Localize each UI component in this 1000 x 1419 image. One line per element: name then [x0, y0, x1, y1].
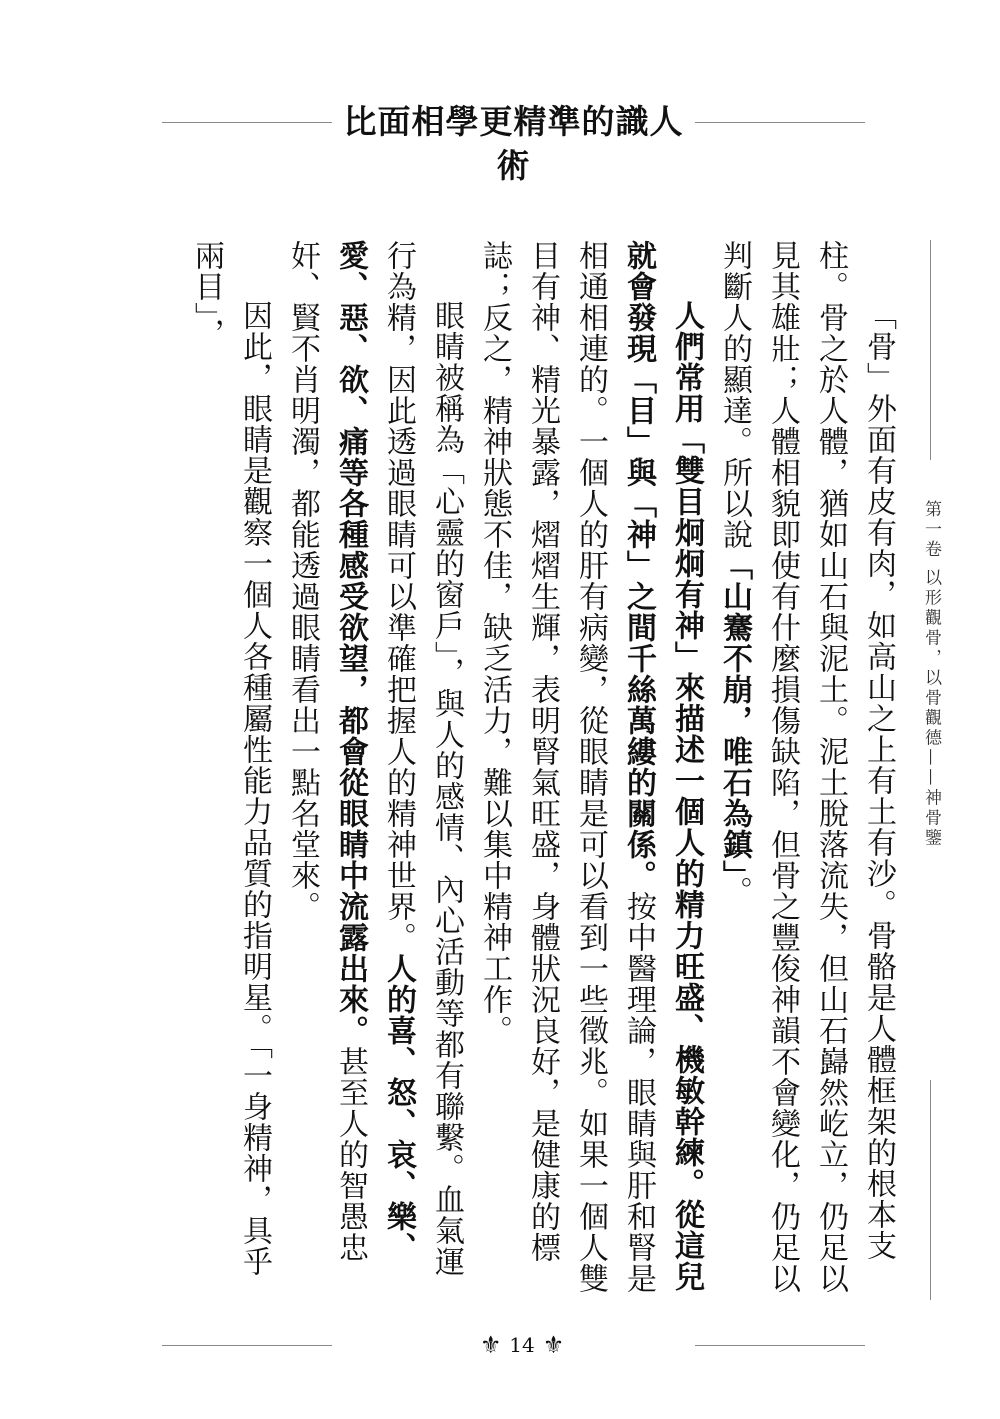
emphasized-text: 「山騫不崩，唯石為鎮」	[717, 550, 752, 876]
fleur-de-lis-icon: ⚜	[542, 1331, 565, 1359]
text-run: 按中醫理論，眼睛與肝和腎是相通相連的。一個人的肝有病變，從眼睛是可以看到一些徵兆。如果一個人雙目有神、精光暴露，熠熠生輝，表明腎氣旺盛，身體狀況良好，是健康的標誌；反之，精神狀態不佳，缺乏活力，難以集中精神工作。	[477, 240, 656, 1294]
fleur-de-lis-icon: ⚜	[479, 1331, 502, 1359]
body-text	[189, 240, 902, 1300]
text-run: 甚至人的智愚忠奸、賢不肖明濁，都能透過眼睛看出一點名堂來。	[285, 240, 368, 1263]
page-number: 14	[509, 1333, 535, 1357]
paragraph	[182, 240, 278, 1300]
page-footer	[462, 1325, 582, 1365]
side-rule-bottom	[930, 1080, 931, 1300]
text-run: 「骨」外面有皮有肉，如高山之上有土有沙。骨骼是人體框架的根本支柱。骨之於人體，猶如山石與泥土。泥土脫落流失，但山石巋然屹立，仍足以見其雄壯；人體相貌即使有什麼損傷缺陷，但骨之豐俊神韻不會變化，仍足以判斷人的顯達。所以說	[717, 240, 896, 1294]
paragraph	[278, 240, 470, 1300]
footer-rule-right	[695, 1345, 865, 1346]
text-run: 因此，眼睛是觀察一個人各種屬性能力品質的指明星。「一身精神，具乎兩目」，	[189, 240, 272, 1277]
emphasized-text: 人的喜、怒、哀、樂、愛、惡、欲、痛等各種感受欲望，都會從眼睛中流露出來。	[333, 240, 416, 1263]
text-run: 眼睛被稱為「心靈的窗戶」，與人的感情、內心活動等都有聯繫。血氣運行為精，因此透過眼睛可以準確把握人的精神世界。	[381, 240, 464, 1277]
header-rule-right	[695, 122, 865, 123]
header-rule-left	[162, 122, 332, 123]
book-title: 比面相學更精準的識人術	[343, 102, 684, 185]
emphasized-text: 人們常用「雙目炯炯有神」來描述一個人的精力旺盛、機敏幹練。從這兒就會發現「目」與「神」之間千絲萬縷的關係。	[621, 240, 704, 1292]
paragraph	[470, 240, 710, 1300]
footer-rule-left	[162, 1345, 332, 1346]
side-rule-top	[930, 240, 931, 460]
paragraph	[710, 240, 902, 1300]
chapter-label: 第一卷 以形觀骨，以骨觀德——神骨鑒	[921, 500, 941, 849]
text-run: 。	[717, 876, 752, 907]
